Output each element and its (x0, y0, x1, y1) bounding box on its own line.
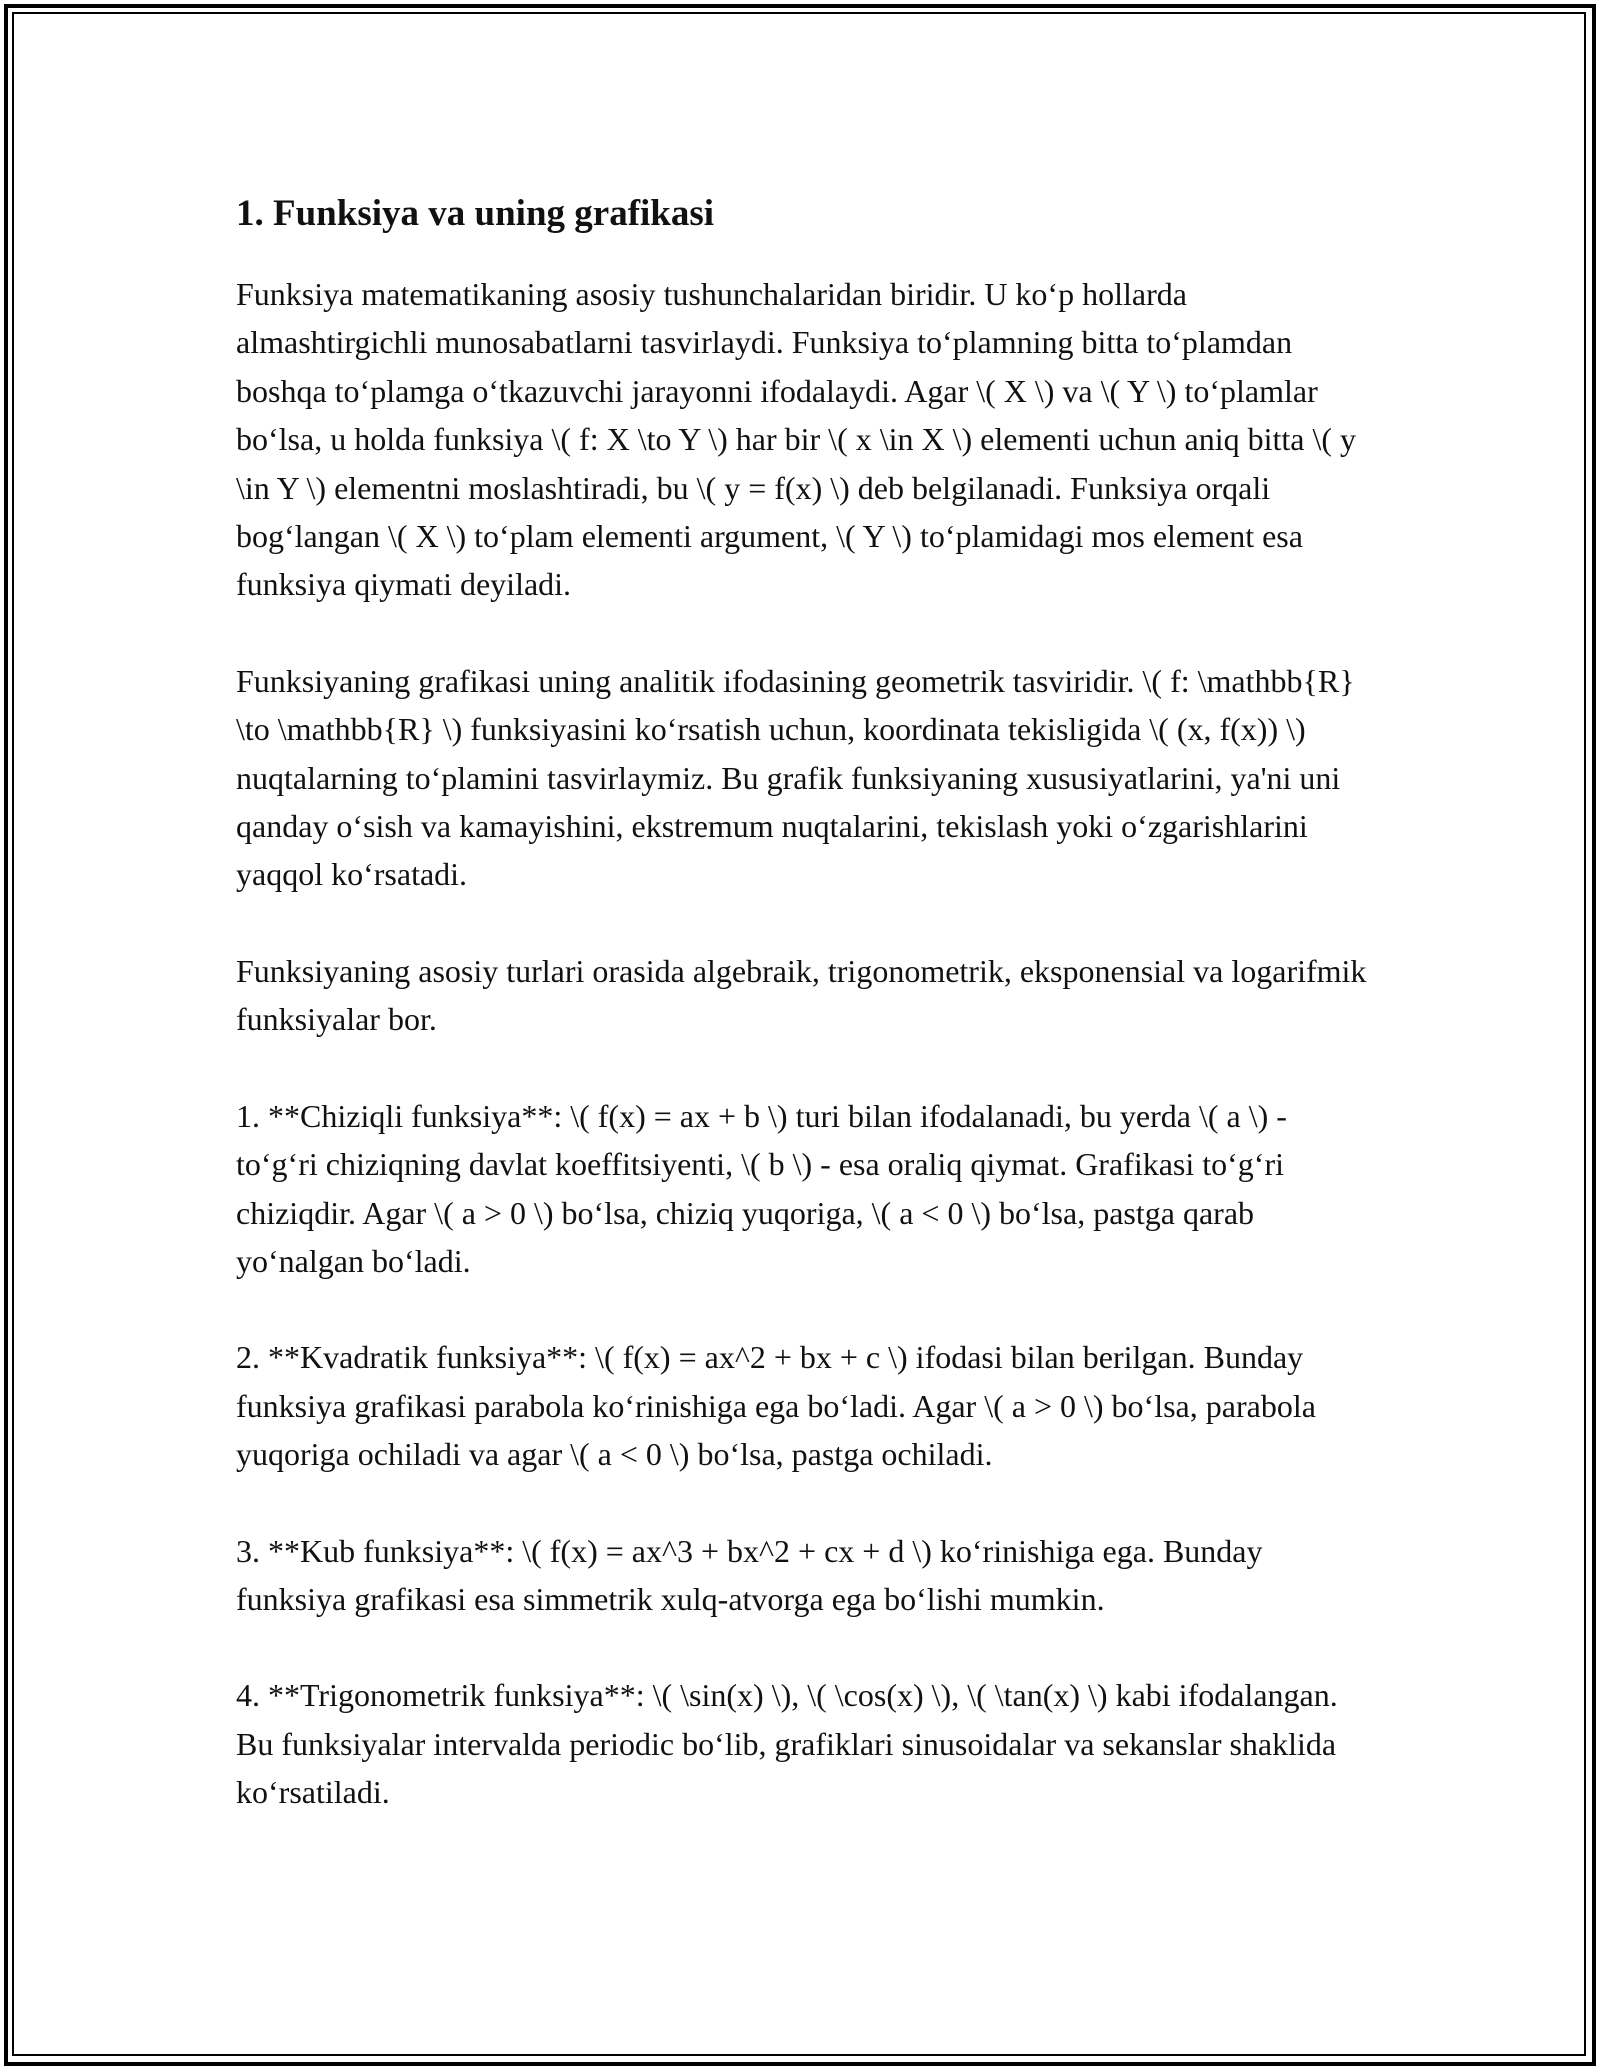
list-item-quadratic-function: 2. **Kvadratik funksiya**: \( f(x) = ax^2 + bx + c \) ifodasi bilan berilgan. Bunday funksiya grafikasi parabola ko‘rinishiga ega bo‘ladi. Agar \( a > 0 \) bo‘lsa, parabola yuqoriga ochiladi va agar \( a < 0 \) bo‘lsa, pastga ochiladi. (236, 1339, 1316, 1473)
paragraph-function-graph: Funksiyaning grafikasi uning analitik ifodasining geometrik tasviridir. \( f: \mathbb{R} \to \mathbb{R} \) funksiyasini ko‘rsatish uchun, koordinata tekisligida \( (x, f(x)) \) nuqtalarning to‘plamini tasvirlaymiz. Bu grafik funksiyaning xususiyatlarini, ya'ni uni qanday o‘sish va kamayishini, ekstremum nuqtalarini, tekislash yoki o‘zgarishlarini yaqqol ko‘rsatadi. (236, 662, 1355, 893)
section-title: 1. Funksiya va uning grafikasi (236, 193, 715, 234)
list-item-cubic-function: 3. **Kub funksiya**: \( f(x) = ax^3 + bx^2 + cx + d \) ko‘rinishiga ega. Bunday funksiya grafikasi esa simmetrik xulq-atvorga ega bo‘lishi mumkin. (236, 1532, 1263, 1617)
list-item-linear-function: 1. **Chiziqli funksiya**: \( f(x) = ax + b \) turi bilan ifodalanadi, bu yerda \( a \) - to‘g‘ri chiziqning davlat koeffitsiyenti, \( b \) - esa oraliq qiymat. Grafikasi to‘g‘ri chiziqdir. Agar \( a > 0 \) bo‘lsa, chiziq yuqoriga, \( a < 0 \) bo‘lsa, pastga qarab yo‘nalgan bo‘ladi. (236, 1097, 1287, 1279)
document-body (236, 186, 1372, 1865)
list-item-trigonometric-function: 4. **Trigonometrik funksiya**: \( \sin(x) \), \( \cos(x) \), \( \tan(x) \) kabi ifodalangan. Bu funksiyalar intervalda periodic bo‘lib, grafiklari sinusoidalar va sekanslar shaklida ko‘rsatiladi. (236, 1677, 1338, 1811)
paragraph-function-types: Funksiyaning asosiy turlari orasida algebraik, trigonometrik, eksponensial va logarifmik funksiyalar bor. (236, 952, 1367, 1038)
paragraph-function-definition: Funksiya matematikaning asosiy tushunchalaridan biridir. U ko‘p hollarda almashtirgichli munosabatlarni tasvirlaydi. Funksiya to‘plamning bitta to‘plamdan boshqa to‘plamga o‘tkazuvchi jarayonni ifodalaydi. Agar \( X \) va \( Y \) to‘plamlar bo‘lsa, u holda funksiya \( f: X \to Y \) har bir \( x \in X \) elementi uchun aniq bitta \( y \in Y \) elementni moslashtiradi, bu \( y = f(x) \) deb belgilanadi. Funksiya orqali bog‘langan \( X \) to‘plam elementi argument, \( Y \) to‘plamidagi mos element esa funksiya qiymati deyiladi. (236, 276, 1357, 603)
